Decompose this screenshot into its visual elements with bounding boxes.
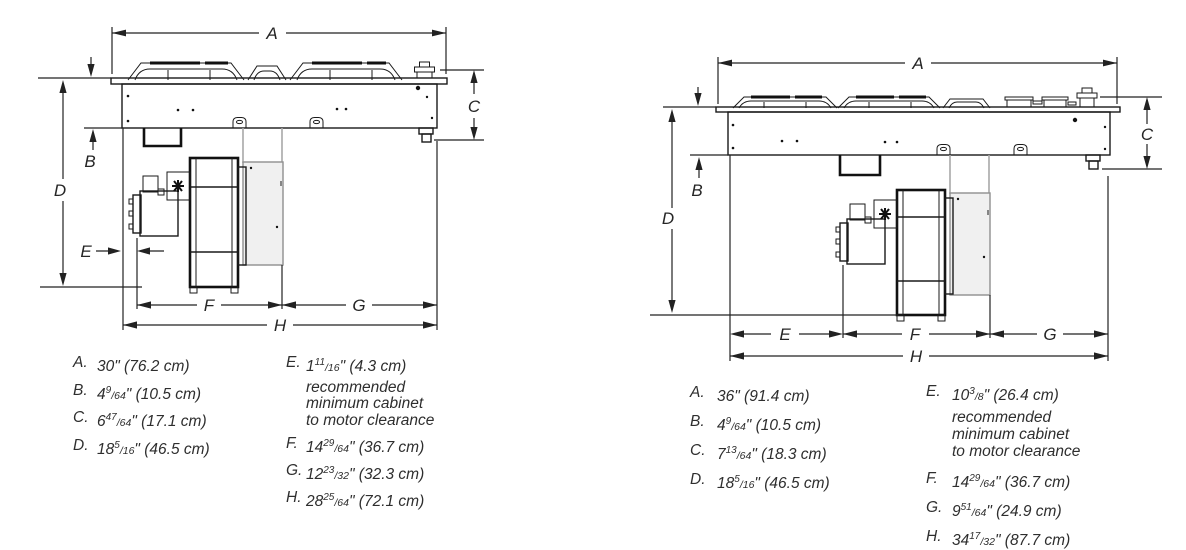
legend-row <box>926 496 1080 525</box>
legend-30-col2 <box>286 352 434 515</box>
legend-letter: B. <box>690 413 705 431</box>
dim-label-E: E <box>779 325 791 344</box>
fan-symbol <box>172 180 184 192</box>
legend-value: 12$^{23}$/32" (32.3 cm) <box>306 465 425 484</box>
legend-row <box>690 381 830 410</box>
legend-note <box>952 409 1080 460</box>
motor-body <box>836 200 897 264</box>
junction-box <box>143 176 158 192</box>
fan-symbol <box>879 208 891 220</box>
legend-value: 36" (91.4 cm) <box>717 388 810 406</box>
legend-row <box>73 435 210 463</box>
legend-row <box>690 439 830 468</box>
legend-value: 30" (76.2 cm) <box>97 358 190 376</box>
dim-label-C: C <box>1140 125 1154 144</box>
legend-row <box>286 460 434 487</box>
dim-label-F: F <box>909 325 921 344</box>
dim-label-H: H <box>273 316 287 335</box>
legend-row <box>926 525 1080 550</box>
motor-body <box>129 172 190 236</box>
legend-row <box>73 352 210 380</box>
legend-letter: F. <box>926 469 938 487</box>
legend-row <box>926 381 1080 409</box>
legend-note-line: recommended <box>952 408 1052 426</box>
legend-letter: E. <box>926 383 941 400</box>
legend-value: 14$^{29}$/64" (36.7 cm) <box>952 472 1071 491</box>
dim-label-A: A <box>266 24 278 43</box>
blower-motor-assembly <box>836 155 990 321</box>
duct-panel <box>950 193 990 295</box>
screw-dots <box>732 118 1107 150</box>
cooktop-profile <box>111 62 447 146</box>
gas-inlet <box>1086 155 1100 169</box>
legend-note <box>306 380 434 430</box>
legend-value: 6$^{47}$/64" (17.1 cm) <box>97 412 207 431</box>
legend-value: 4$^9$/64" (10.5 cm) <box>717 416 822 435</box>
duct-panel <box>243 162 283 265</box>
legend-value: 18$^5$/16" (46.5 cm) <box>717 474 830 493</box>
countertop-slab <box>716 107 1120 112</box>
cooktop-profile <box>716 88 1120 175</box>
legend-value: 18$^5$/16" (46.5 cm) <box>97 439 210 459</box>
legend-value: 10$^3$/8" (26.4 cm) <box>952 386 1059 405</box>
legend-note-line: recommended <box>306 378 406 396</box>
surface-arrow <box>694 93 701 106</box>
legend-letter: G. <box>926 498 943 516</box>
diagram-30-inch <box>38 24 484 335</box>
legend-row <box>690 468 830 497</box>
legend-row <box>690 410 830 439</box>
legend-30-col1 <box>73 352 210 463</box>
legend-row <box>286 433 434 460</box>
legend-36-col2 <box>926 381 1080 550</box>
duct-stub <box>840 155 880 175</box>
dim-label-E: E <box>80 242 92 261</box>
legend-letter: H. <box>926 527 942 545</box>
gas-inlet <box>419 128 433 142</box>
legend-note-line: to motor clearance <box>952 442 1081 460</box>
dim-label-G: G <box>352 296 366 315</box>
legend-value: 4$^9$/64" (10.5 cm) <box>97 384 202 403</box>
legend-value: 7$^{13}$/64" (18.3 cm) <box>717 445 827 464</box>
legend-letter: D. <box>73 436 89 454</box>
legend-letter: A. <box>73 354 88 371</box>
control-knob <box>415 62 435 78</box>
legend-value: 1$^{11}$/16" (4.3 cm) <box>306 357 407 376</box>
legend-row <box>286 487 434 514</box>
dim-label-H: H <box>909 347 923 366</box>
mounting-brackets <box>937 145 1027 156</box>
dim-label-D: D <box>53 181 67 200</box>
legend-36-col1 <box>690 381 830 498</box>
legend-row <box>286 352 434 380</box>
dim-label-C: C <box>467 97 481 116</box>
legend-value: 9$^{51}$/64" (24.9 cm) <box>952 501 1062 520</box>
legend-letter: E. <box>286 354 301 371</box>
dim-label-D: D <box>661 209 675 228</box>
control-knobs <box>1005 88 1097 107</box>
legend-note-line: minimum cabinet <box>952 425 1070 443</box>
screw-dots <box>127 86 434 122</box>
dim-label-B: B <box>691 181 703 200</box>
legend-letter: C. <box>73 409 89 427</box>
legend-value: 34$^{17}$/32" (87.7 cm) <box>952 530 1071 550</box>
legend-letter: D. <box>690 471 706 489</box>
legend-letter: B. <box>73 381 88 399</box>
mounting-brackets <box>233 118 323 129</box>
dim-label-G: G <box>1043 325 1057 344</box>
legend-letter: C. <box>690 442 706 460</box>
dim-label-A: A <box>912 54 924 73</box>
junction-box <box>850 204 865 220</box>
blower-housing <box>897 190 945 315</box>
legend-letter: G. <box>286 462 303 480</box>
legend-row <box>926 467 1080 496</box>
legend-letter: A. <box>690 384 705 401</box>
duct-stub <box>144 128 181 146</box>
blower-housing <box>190 158 238 287</box>
legend-letter: H. <box>286 489 302 507</box>
countertop-slab <box>111 78 447 84</box>
blower-motor-assembly <box>129 128 283 293</box>
diagram-36-inch <box>650 54 1162 366</box>
dim-label-B: B <box>84 152 96 171</box>
cooktop-box <box>728 112 1110 155</box>
cooktop-box <box>122 84 437 128</box>
legend-note-line: to motor clearance <box>306 411 435 429</box>
legend-value: 14$^{29}$/64" (36.7 cm) <box>306 438 425 457</box>
legend-row <box>73 407 210 435</box>
legend-note-line: minimum cabinet <box>306 395 424 413</box>
legend-row <box>73 380 210 408</box>
dim-label-F: F <box>203 296 215 315</box>
legend-letter: F. <box>286 435 298 453</box>
surface-arrow <box>87 64 94 77</box>
legend-value: 28$^{25}$/64" (72.1 cm) <box>306 492 425 511</box>
